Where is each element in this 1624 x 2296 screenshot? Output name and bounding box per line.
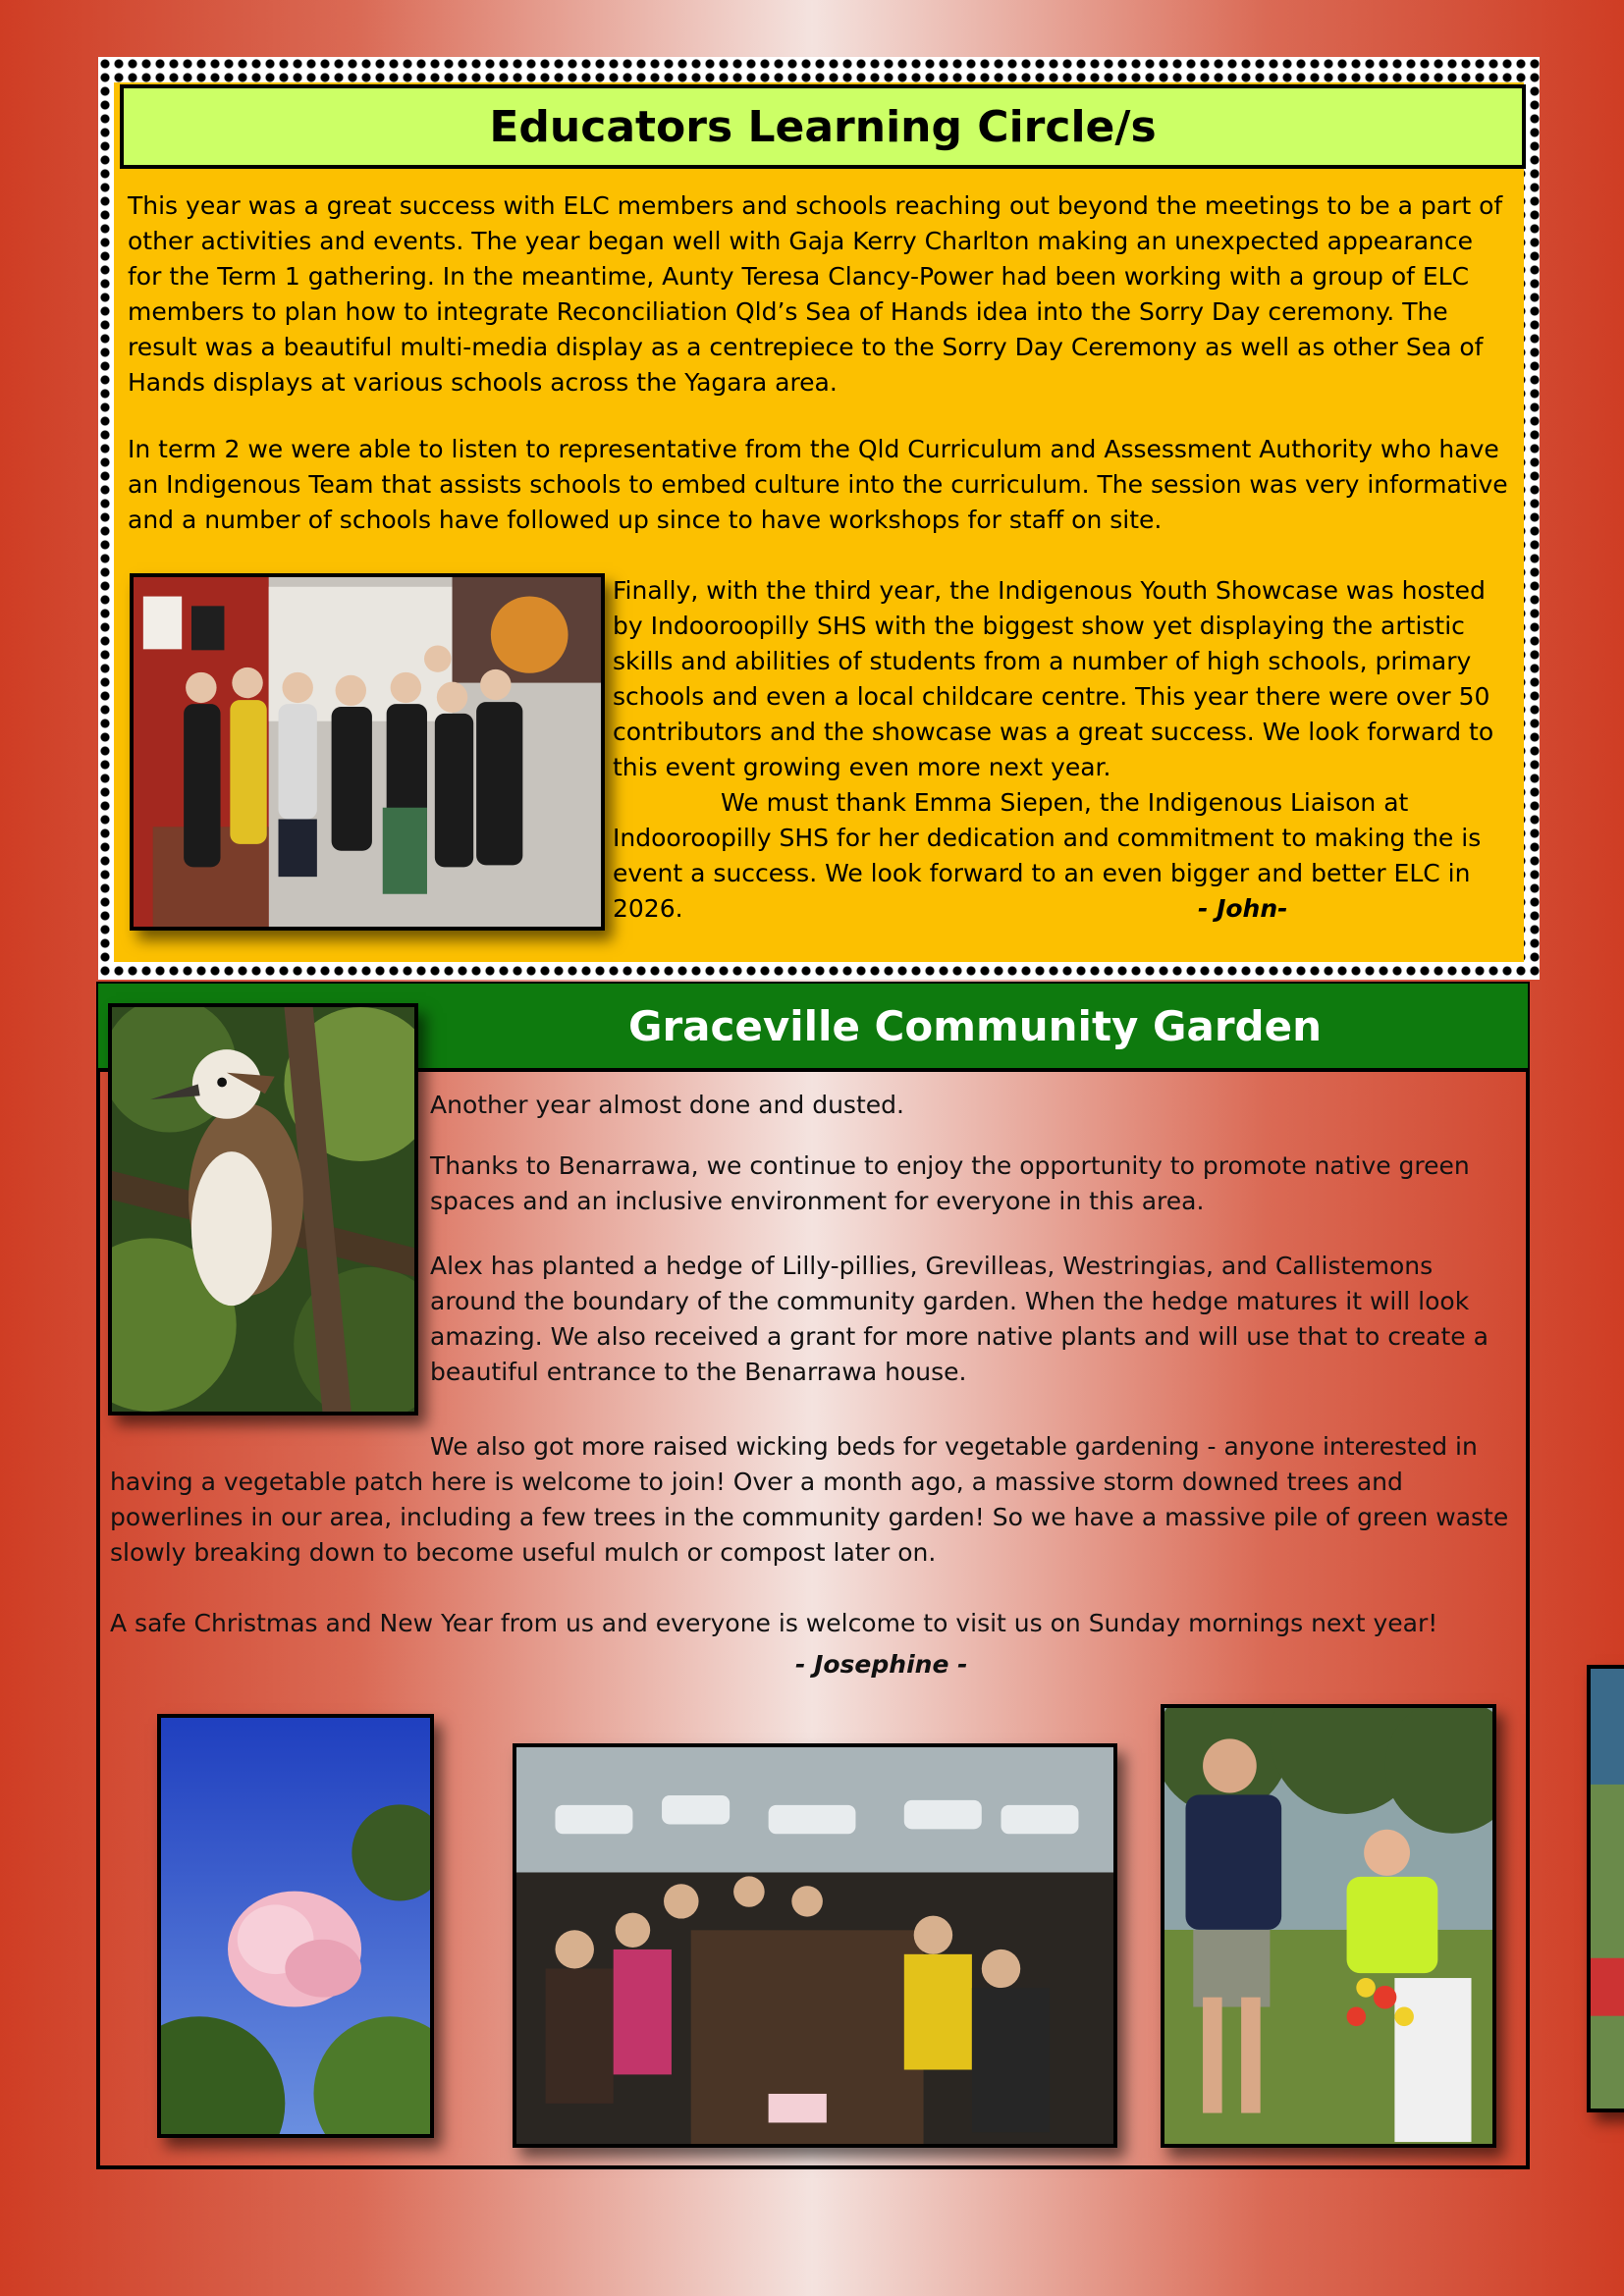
elc-group-photo: [130, 573, 605, 931]
rose-photo: [157, 1714, 434, 2138]
kookaburra-photo: [108, 1003, 418, 1415]
garden-paragraph-4: We also got more raised wicking beds for vegetable gardening - anyone interested in having a vegetable patch here is welcome to join! Over a month ago, a massive storm downed trees and powerlines in our area, including a few trees in the community garden! So we have a massive pile of green waste slowly breaking down to become useful mulch or compost later on.: [110, 1432, 1509, 1567]
elc-paragraph-2: In term 2 we were able to listen to representative from the Qld Curriculum and Assessment Authority who have an Indigenous Team that assists schools to embed culture into the curriculum. The session was very informative and a number of schools have followed up since to have workshops for staff on site.: [128, 435, 1508, 534]
garden-signature: - Josephine -: [795, 1650, 968, 1679]
garden-heading: Graceville Community Garden: [98, 984, 1528, 1072]
elc-paragraph-3: Finally, with the third year, the Indigenous Youth Showcase was hosted by Indooroopilly SHS with the biggest show yet displaying the artistic skills and abilities of students from a number of high schools, primary schools and even a local childcare centre. This year there were over 50 contributors and the showcase was a great success. We look forward to this event growing even more next year.: [613, 576, 1494, 781]
volunteers-photo: [1161, 1704, 1496, 2148]
garden-paragraph-3: Alex has planted a hedge of Lilly-pillies, Grevilleas, Westringias, and Callistemons around the boundary of the community garden. When the hedge matures it will look amazing. We also received a grant for more native plants and will use that to create a beautiful entrance to the Benarrawa house.: [430, 1252, 1489, 1386]
garden-paragraph-2: Thanks to Benarrawa, we continue to enjoy the opportunity to promote native green spaces and an inclusive environment for everyone in this area.: [430, 1151, 1470, 1215]
group-dinner-photo: [513, 1743, 1117, 2148]
elc-paragraph-4: We must thank Emma Siepen, the Indigenous Liaison at Indooroopilly SHS for her dedication and commitment to making the is event a success. We look forward to an even bigger and better ELC in 2026.: [613, 788, 1482, 923]
elc-heading: Educators Learning Circle/s: [120, 84, 1526, 169]
elc-signature: - John-: [1198, 894, 1288, 923]
partial-photo: [1587, 1665, 1624, 2112]
elc-paragraph-1: This year was a great success with ELC members and schools reaching out beyond the meetings to be a part of other activities and events. The year began well with Gaja Kerry Charlton making an unexpected appearance for the Term 1 gathering. In the meantime, Aunty Teresa Clancy-Power had been working with a group of ELC members to plan how to integrate Reconciliation Qld’s Sea of Hands idea into the Sorry Day ceremony. The result was a beautiful multi-media display as a centrepiece to the Sorry Day Ceremony as well as other Sea of Hands displays at various schools across the Yagara area.: [128, 191, 1503, 397]
garden-paragraph-5: A safe Christmas and New Year from us and everyone is welcome to visit us on Sunday mornings next year!: [110, 1609, 1438, 1637]
garden-paragraph-1: Another year almost done and dusted.: [430, 1091, 904, 1119]
